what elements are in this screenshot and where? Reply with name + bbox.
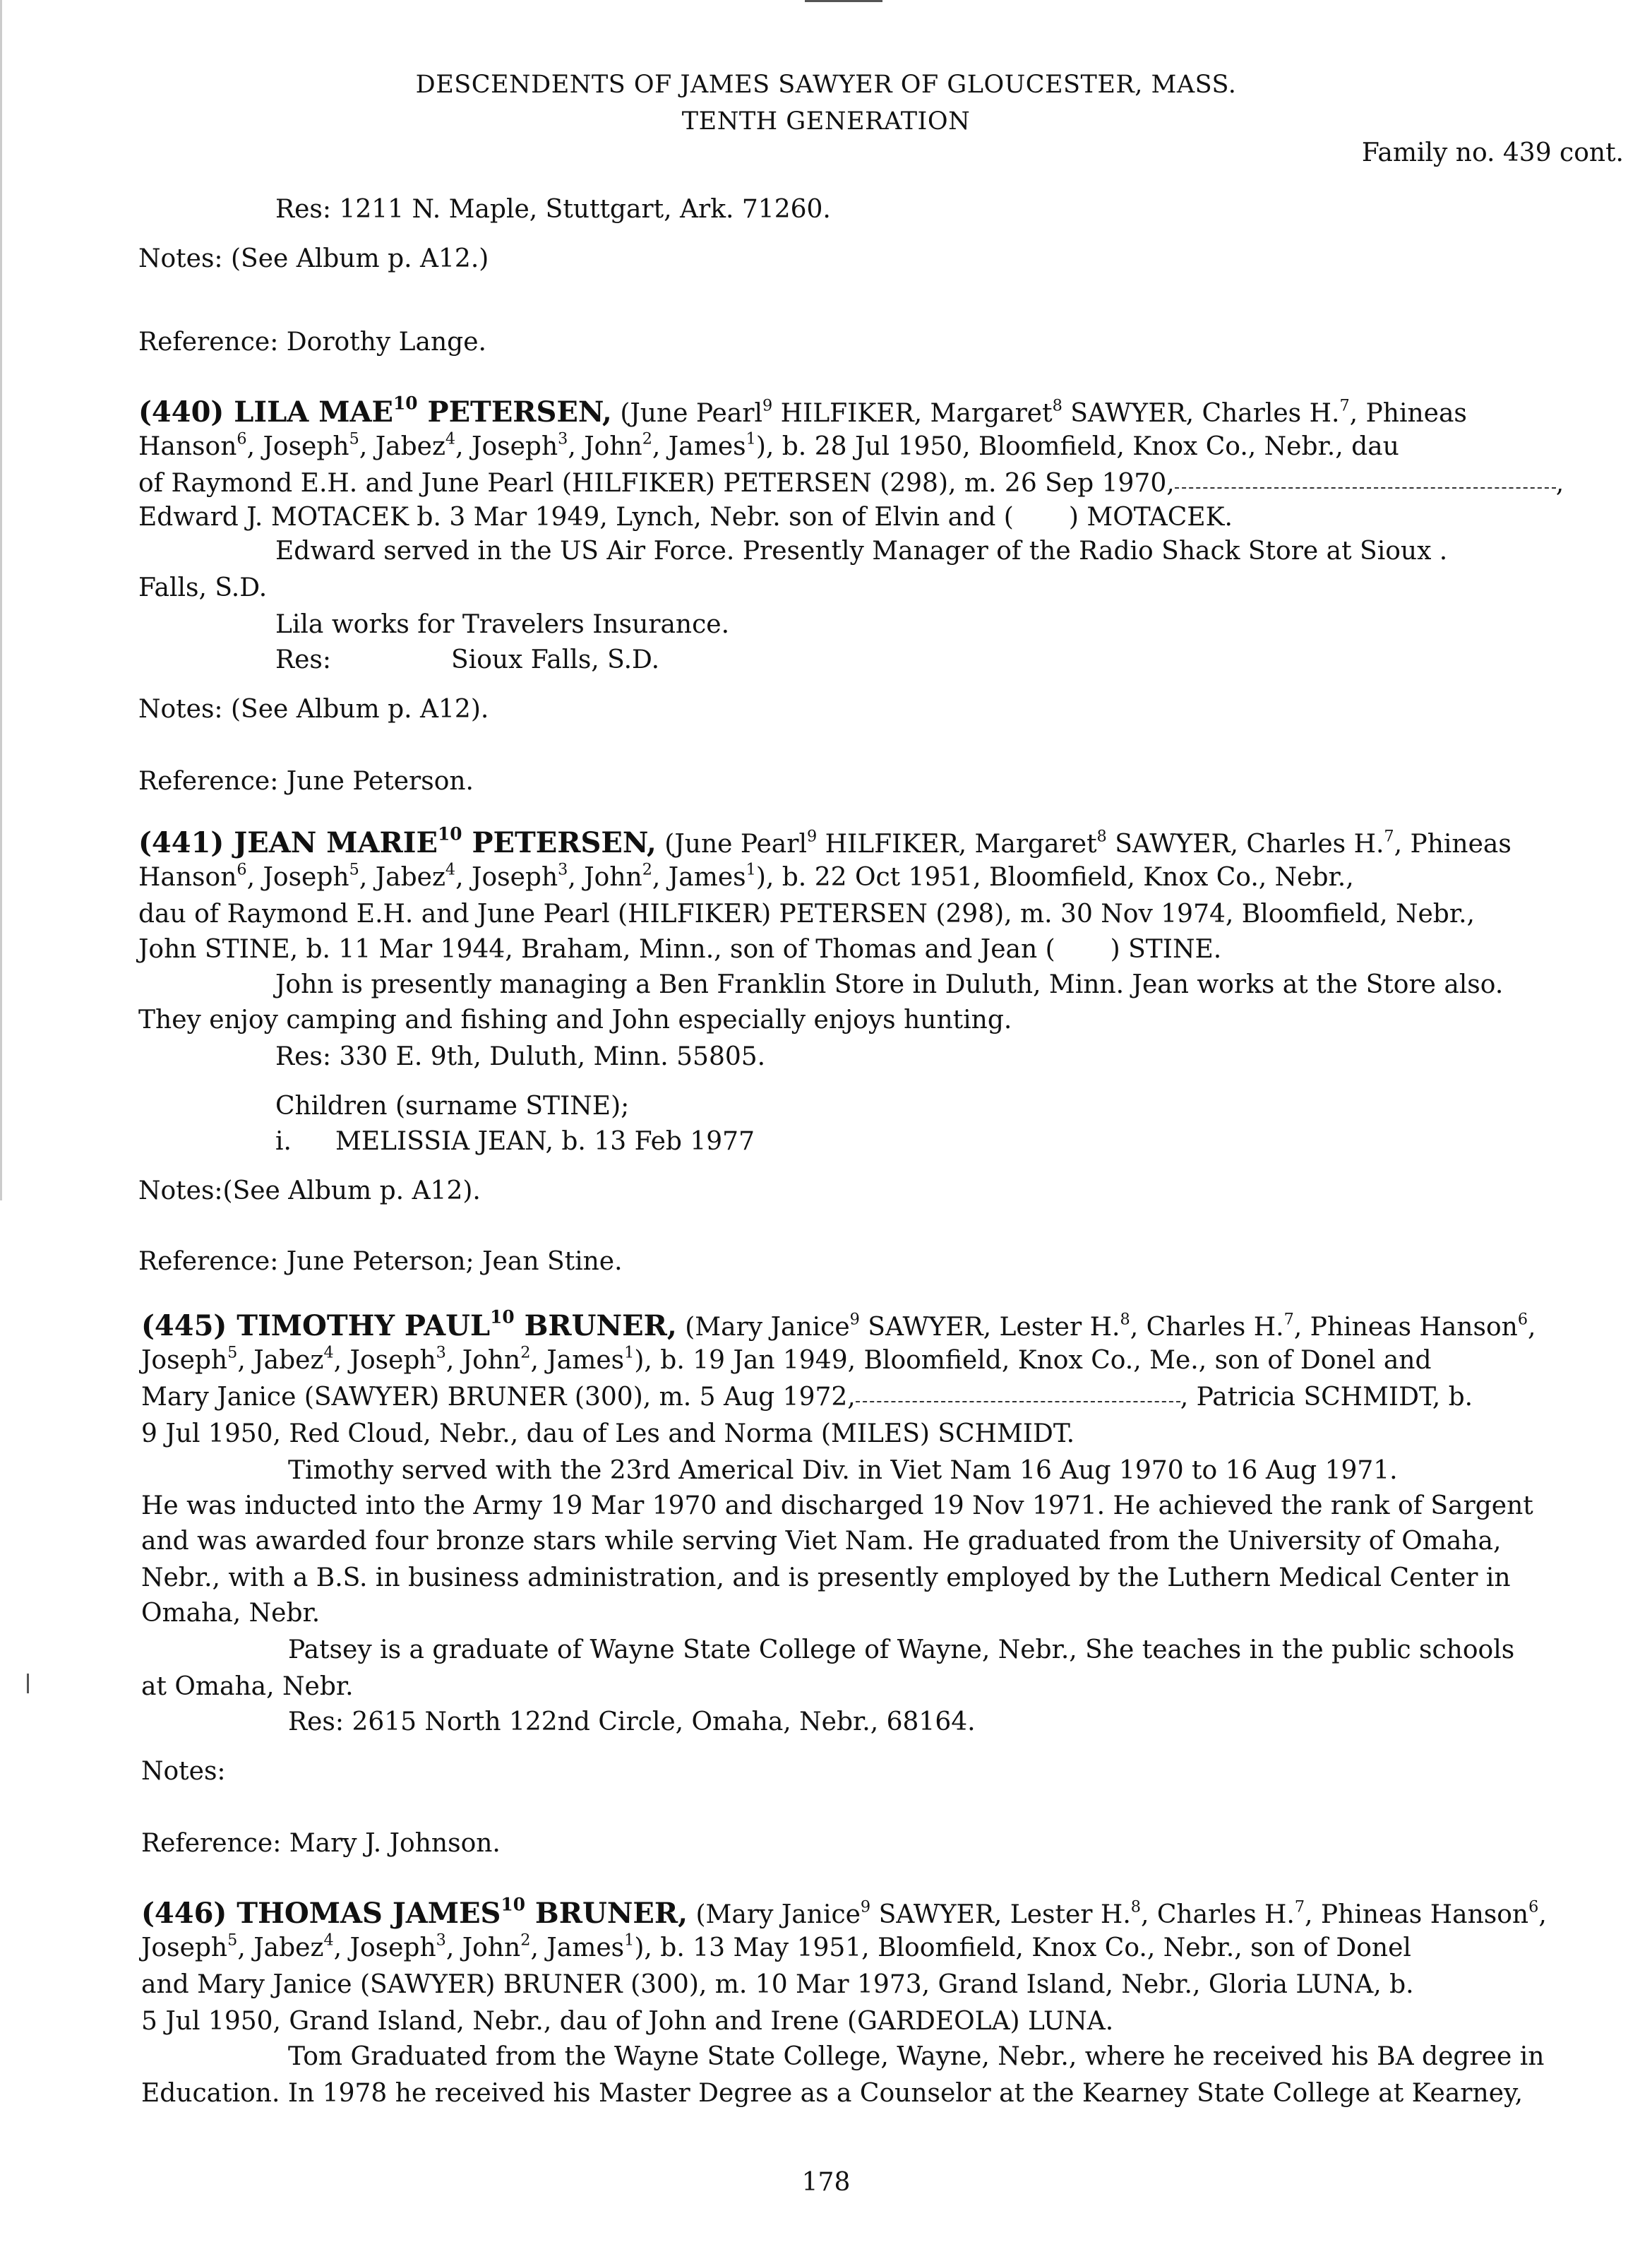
generation-subtitle: TENTH GENERATION: [681, 107, 971, 136]
entry-440-para1-cont: Falls, S.D.: [138, 573, 268, 602]
entry-446-line1: (446) THOMAS JAMES$^{10}$ BRUNER, (Mary Janice$^9$ SAWYER, Lester H.$^8$, Charles H.$^7$, Phineas Hanson$^6$,: [141, 1894, 1547, 1930]
entry-441-children-label: Children (surname STINE);: [275, 1092, 630, 1121]
page-number: 178: [801, 2168, 851, 2197]
entry-445-line2: Joseph$^5$, Jabez$^4$, Joseph$^3$, John$^2$, James$^1$), b. 19 Jan 1949, Bloomfield, Knox Co., Me., son of Donel and: [141, 1343, 1432, 1375]
entry-446-para1: Tom Graduated from the Wayne State College, Wayne, Nebr., where he received his BA degree in: [288, 2042, 1545, 2071]
entry-440-res: Res: Sioux Falls, S.D.: [275, 645, 660, 674]
entry-446-line2: Joseph$^5$, Jabez$^4$, Joseph$^3$, John$^2$, James$^1$), b. 13 May 1951, Bloomfield, Knox Co., Nebr., son of Donel: [141, 1931, 1411, 1962]
entry-445-heading: (445) TIMOTHY PAUL$^{10}$ BRUNER,: [141, 1306, 677, 1342]
scan-mark-margin: [27, 1674, 29, 1693]
blank-line: [856, 1400, 1180, 1402]
entry-441-res: Res: 330 E. 9th, Duluth, Minn. 55805.: [275, 1042, 766, 1071]
entry-440-para1: Edward served in the US Air Force. Presently Manager of the Radio Shack Store at Sioux .: [275, 537, 1448, 566]
entry-441-line3: dau of Raymond E.H. and June Pearl (HILFIKER) PETERSEN (298), m. 30 Nov 1974, Bloomfield, Nebr.,: [138, 900, 1475, 929]
scan-mark-top: [805, 0, 882, 2]
entry-441-reference: Reference: June Peterson; Jean Stine.: [138, 1247, 623, 1276]
entry-445-para2-cont: at Omaha, Nebr.: [141, 1672, 354, 1701]
document-title: DESCENDENTS OF JAMES SAWYER OF GLOUCESTER, MASS.: [415, 71, 1237, 99]
entry-441-line1: (441) JEAN MARIE$^{10}$ PETERSEN, (June Pearl$^9$ HILFIKER, Margaret$^8$ SAWYER, Charles H.$^7$, Phineas: [138, 823, 1512, 859]
prev-notes: Notes: (See Album p. A12.): [138, 244, 489, 273]
prev-reference: Reference: Dorothy Lange.: [138, 328, 486, 357]
entry-445-para1-l2: He was inducted into the Army 19 Mar 1970 and discharged 19 Nov 1971. He achieved the rank of Sargent: [141, 1491, 1533, 1520]
scan-mark-left: [0, 0, 2, 1200]
entry-445-para2: Patsey is a graduate of Wayne State College of Wayne, Nebr., She teaches in the public schools: [288, 1635, 1515, 1664]
prev-res: Res: 1211 N. Maple, Stuttgart, Ark. 71260.: [275, 195, 831, 224]
entry-440-notes: Notes: (See Album p. A12).: [138, 695, 489, 724]
entry-445-para1-l3: and was awarded four bronze stars while serving Viet Nam. He graduated from the University of Omaha,: [141, 1527, 1502, 1556]
entry-445-line3: Mary Janice (SAWYER) BRUNER (300), m. 5 Aug 1972, , Patricia SCHMIDT, b.: [141, 1383, 1473, 1412]
entry-445-res: Res: 2615 North 122nd Circle, Omaha, Nebr., 68164.: [288, 1707, 976, 1736]
entry-446-para1-cont: Education. In 1978 he received his Master Degree as a Counselor at the Kearney State College at Kearney,: [141, 2079, 1524, 2108]
entry-440-para2: Lila works for Travelers Insurance.: [275, 610, 730, 639]
entry-445-reference: Reference: Mary J. Johnson.: [141, 1829, 501, 1858]
entry-445-para1-l1: Timothy served with the 23rd Americal Div. in Viet Nam 16 Aug 1970 to 16 Aug 1971.: [288, 1456, 1398, 1485]
entry-445-notes: Notes:: [141, 1757, 226, 1786]
entry-445-line1: (445) TIMOTHY PAUL$^{10}$ BRUNER, (Mary Janice$^9$ SAWYER, Lester H.$^8$, Charles H.$^7$, Phineas Hanson$^6$,: [141, 1306, 1536, 1342]
entry-440-line4: Edward J. MOTACEK b. 3 Mar 1949, Lynch, Nebr. son of Elvin and ( ) MOTACEK.: [138, 503, 1233, 532]
entry-440-reference: Reference: June Peterson.: [138, 767, 474, 796]
family-number: Family no. 439 cont.: [1361, 138, 1624, 167]
entry-446-line4: 5 Jul 1950, Grand Island, Nebr., dau of John and Irene (GARDEOLA) LUNA.: [141, 2007, 1114, 2036]
entry-441-line2: Hanson$^6$, Joseph$^5$, Jabez$^4$, Joseph$^3$, John$^2$, James$^1$), b. 22 Oct 1951, Bloomfield, Knox Co., Nebr.,: [138, 860, 1354, 892]
entry-445-line4: 9 Jul 1950, Red Cloud, Nebr., dau of Les and Norma (MILES) SCHMIDT.: [141, 1419, 1075, 1448]
entry-441-notes: Notes:(See Album p. A12).: [138, 1176, 481, 1205]
entry-440-line1: (440) LILA MAE$^{10}$ PETERSEN, (June Pearl$^9$ HILFIKER, Margaret$^8$ SAWYER, Charles H.$^7$, Phineas: [138, 393, 1467, 429]
entry-440-line3: of Raymond E.H. and June Pearl (HILFIKER) PETERSEN (298), m. 26 Sep 1970, ,: [138, 469, 1564, 498]
entry-441-para1-cont: They enjoy camping and fishing and John especially enjoys hunting.: [138, 1006, 1012, 1034]
entry-445-para1-l4: Nebr., with a B.S. in business administration, and is presently employed by the Luthern Medical Center in: [141, 1563, 1511, 1592]
entry-441-child: i. MELISSIA JEAN, b. 13 Feb 1977: [275, 1127, 755, 1156]
entry-440-line2: Hanson$^6$, Joseph$^5$, Jabez$^4$, Joseph$^3$, John$^2$, James$^1$), b. 28 Jul 1950, Bloomfield, Knox Co., Nebr., dau: [138, 429, 1399, 461]
blank-line: [1175, 487, 1556, 489]
entry-446-heading: (446) THOMAS JAMES$^{10}$ BRUNER,: [141, 1894, 688, 1930]
entry-446-line3: and Mary Janice (SAWYER) BRUNER (300), m. 10 Mar 1973, Grand Island, Nebr., Gloria LUNA, b.: [141, 1970, 1414, 1999]
entry-441-line4: John STINE, b. 11 Mar 1944, Braham, Minn., son of Thomas and Jean ( ) STINE.: [138, 935, 1222, 964]
entry-445-para1-l5: Omaha, Nebr.: [141, 1599, 321, 1628]
entry-441-heading: (441) JEAN MARIE$^{10}$ PETERSEN,: [138, 823, 657, 859]
entry-441-para1: John is presently managing a Ben Franklin Store in Duluth, Minn. Jean works at the Store also.: [275, 970, 1504, 999]
entry-440-heading: (440) LILA MAE$^{10}$ PETERSEN,: [138, 393, 612, 429]
